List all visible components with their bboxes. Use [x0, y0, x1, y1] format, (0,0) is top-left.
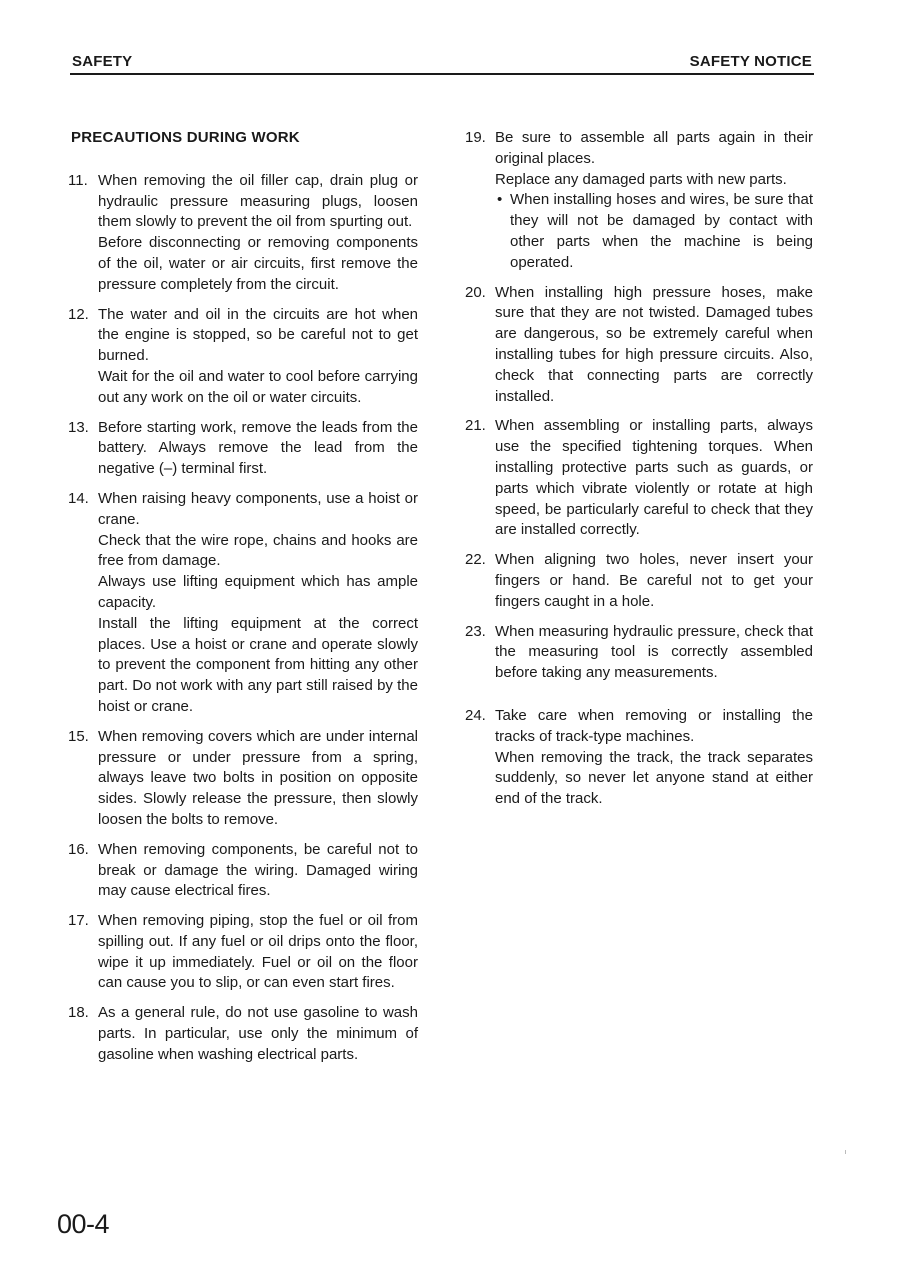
- item-paragraph: When removing piping, stop the fuel or oil from spilling out. If any fuel or oil drips onto the floor, wipe it up immediately. Fuel or oil on the floor can cause you to slip, or can even start fires.: [98, 912, 418, 992]
- precaution-item: [465, 706, 813, 810]
- right-precaution-list: [465, 128, 813, 810]
- precaution-item: [465, 622, 813, 684]
- precaution-item: [68, 305, 418, 409]
- item-paragraph: When installing high pressure hoses, make sure that they are not twisted. Damaged tubes are dangerous, so be extremely careful when installing tubes for high pressure circuits. Also, check that connecting parts are correctly installed.: [495, 283, 813, 405]
- item-paragraph: Install the lifting equipment at the correct places. Use a hoist or crane and operate slowly to prevent the component from hitting any other part. Do not work with any part still raised by the hoist or crane.: [98, 614, 418, 715]
- item-paragraph: When measuring hydraulic pressure, check that the measuring tool is correctly assembled before taking any measurements.: [495, 622, 813, 682]
- item-paragraph: When removing the track, the track separates suddenly, so never let anyone stand at either end of the track.: [495, 748, 813, 808]
- item-paragraph: Take care when removing or installing the tracks of track-type machines.: [495, 706, 813, 745]
- item-number: 14.: [68, 489, 89, 507]
- item-paragraph: Be sure to assemble all parts again in their original places.: [495, 129, 813, 167]
- precaution-item: [465, 550, 813, 612]
- item-paragraph: Check that the wire rope, chains and hooks are free from damage.: [98, 531, 418, 570]
- page-number: 00-4: [57, 1209, 110, 1239]
- header-section-label: SAFETY: [72, 53, 133, 70]
- right-column: [465, 128, 813, 819]
- precaution-item: [68, 911, 418, 994]
- item-paragraph: Before disconnecting or removing components of the oil, water or air circuits, first remove the pressure completely from the circuit.: [98, 234, 418, 293]
- item-paragraph: Always use lifting equipment which has ample capacity.: [98, 573, 418, 611]
- item-paragraph: When raising heavy components, use a hoist or crane.: [98, 489, 418, 528]
- item-paragraph: When removing the oil filler cap, drain plug or hydraulic pressure measuring plugs, loosen them slowly to prevent the oil from spurting out.: [98, 171, 418, 231]
- precaution-item: [68, 418, 418, 480]
- precaution-item: [68, 1003, 418, 1065]
- precaution-item: [465, 283, 813, 408]
- precaution-item: [68, 171, 418, 296]
- bullet-text: When installing hoses and wires, be sure that they will not be damaged by contact with other parts when the machine is being operated.: [510, 191, 813, 271]
- item-number: 17.: [68, 912, 89, 930]
- precaution-item: [68, 489, 418, 718]
- precaution-item: [68, 727, 418, 831]
- item-number: 16.: [68, 840, 89, 858]
- item-number: 12.: [68, 305, 89, 323]
- item-number: 15.: [68, 727, 89, 745]
- item-number: 23.: [465, 622, 486, 640]
- item-paragraph: Before starting work, remove the leads from the battery. Always remove the lead from the negative (–) terminal first.: [98, 418, 418, 478]
- item-number: 21.: [465, 417, 486, 435]
- bullet-dot-icon: •: [497, 191, 503, 209]
- precaution-item: [465, 128, 813, 274]
- precaution-item: [465, 416, 813, 541]
- scan-speck: [845, 1150, 846, 1154]
- item-paragraph: When removing covers which are under internal pressure or under pressure from a spring, always leave two bolts in position on opposite sides. Slowly release the pressure, then slowly loosen the bolts to remove.: [98, 727, 418, 828]
- item-number: 24.: [465, 706, 486, 724]
- item-paragraph: When removing components, be careful not to break or damage the wiring. Damaged wiring may cause electrical fires.: [98, 840, 418, 900]
- page-header: [70, 49, 814, 75]
- item-number: 19.: [465, 129, 486, 146]
- item-paragraph: When assembling or installing parts, always use the specified tightening torques. When installing protective parts such as guards, or parts which vibrate violently or rotate at high speed, be particularly careful to check that they are installed correctly.: [495, 417, 813, 539]
- item-number: 18.: [68, 1004, 89, 1022]
- precaution-item: [68, 840, 418, 902]
- item-paragraph: Replace any damaged parts with new parts.: [495, 170, 787, 188]
- section-title: PRECAUTIONS DURING WORK: [71, 129, 300, 146]
- left-precaution-list: [68, 171, 418, 1066]
- item-paragraph: As a general rule, do not use gasoline to wash parts. In particular, use only the minimum of gasoline when washing electrical parts.: [98, 1004, 418, 1063]
- item-number: 13.: [68, 418, 89, 436]
- left-column: [68, 128, 418, 1075]
- item-paragraph: Wait for the oil and water to cool before carrying out any work on the oil or water circuits.: [98, 367, 418, 406]
- bullet-point: [495, 190, 813, 273]
- item-number: 11.: [68, 171, 88, 189]
- item-number: 22.: [465, 551, 486, 569]
- header-title: SAFETY NOTICE: [689, 53, 812, 70]
- item-number: 20.: [465, 283, 486, 301]
- item-paragraph: The water and oil in the circuits are hot when the engine is stopped, so be careful not to get burned.: [98, 305, 418, 365]
- item-paragraph: When aligning two holes, never insert your fingers or hand. Be careful not to get your fingers caught in a hole.: [495, 551, 813, 610]
